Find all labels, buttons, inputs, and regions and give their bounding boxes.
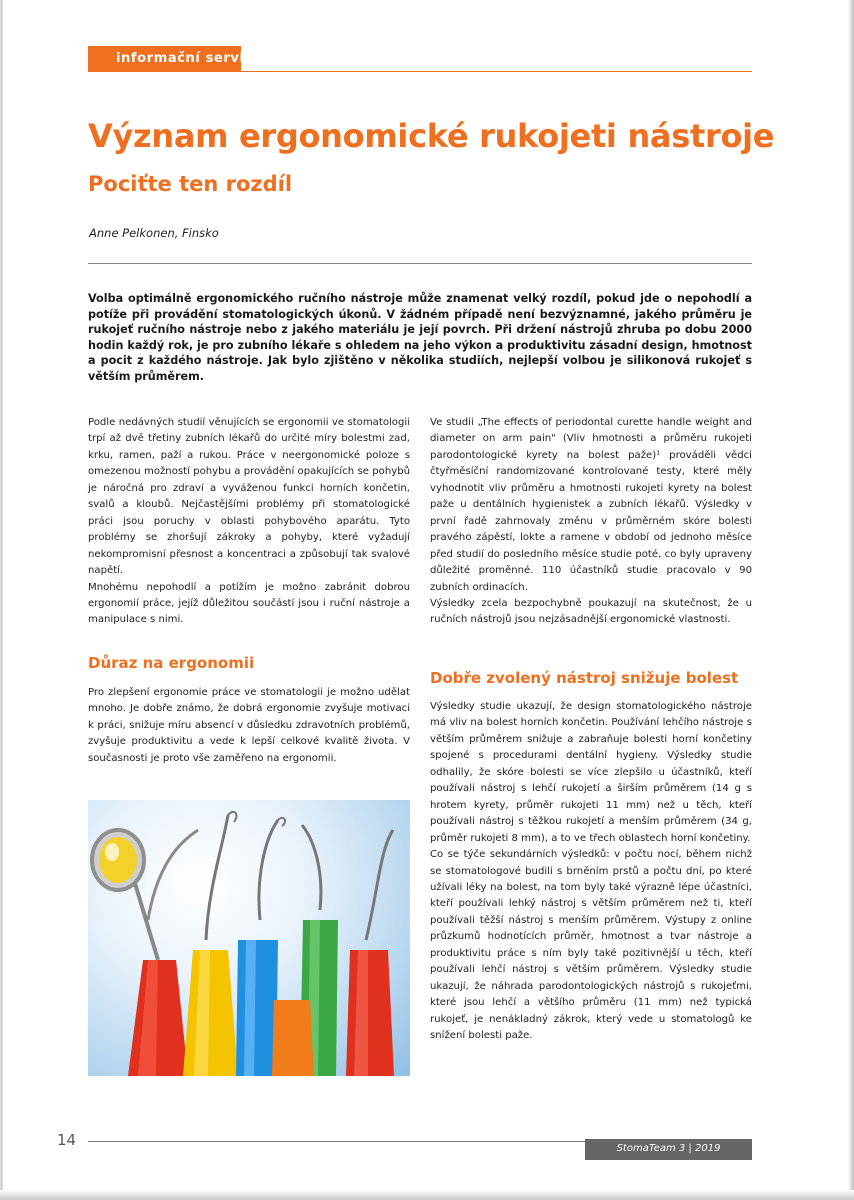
lead-paragraph: Volba optimálně ergonomického ručního nástroje může znamenat velký rozdíl, pokud jde o nepohodlí a potíže při provádění stomatologických úkonů. V žádném případě není bezvýznamné, jakého průměru je rukojeť ručního nástroje nebo z jakého materiálu je její povrch. Při držení nástrojů zhruba po dobu 2000 hodin každý rok, je pro zubního lékaře s ohledem na jeho výkon a produktivitu zásadní design, hmotnost a pocit z každého nástroje. Jak bylo zjištěno v několika studiích, nejlepší volbou je silikonová rukojeť s větším průměrem.	[88, 292, 752, 383]
body-paragraph: Co se týče sekundárních výsledků: v počtu nocí, během nichž se stomatologové budili s brněním prstů a počtu dní, po které užívali léky na bolest, na tom byly také výrazně lépe účastníci, kteří používali lehký nástroj s větším průměrem než ti, kteří používali těžší nástroj s menším průměrem. Výstupy z online průzkumů hodnotících průměr, hmotnost a tvar nástroje a produktivitu práce s ním byly také pozitivnější u těch, kteří používali lehčí nástroj s větším průměrem. Výsledky studie ukazují, že náhrada parodontologických nástrojů s rukojeťmi, které jsou lehčí a většího průměru (11 mm) než typická rukojeť, je nenákladný zákrok, který vede u stomatologů ke snížení bolesti paže.	[430, 849, 752, 1042]
body-paragraph: Ve studii „The effects of periodontal curette handle weight and diameter on arm pain" (Vliv hmotnosti a průměru rukojeti parodontologické kyrety na bolest paže)¹ prováděli vědci čtyřměsíční randomizované kontrolované testy, které měly vyhodnotit vliv průměru a hmotnosti rukojeti kyrety na bolest paže u dentálních hygienistek a zubních lékařů. Výsledky v první řadě zahrnovaly změnu v průměrném skóre bolesti pravého zápěstí, lokte a ramene v období od jednoho měsíce před studií do posledního měsíce studie poté, co byly upraveny důležité proměnné. 110 účastníků studie pracovalo v 90 zubních ordinacích.	[430, 417, 752, 593]
page-edge-left	[0, 0, 3, 1200]
footer-rule	[88, 1141, 585, 1142]
header-rule	[241, 71, 752, 72]
page-edge-right	[848, 0, 854, 1200]
page-number: 14	[57, 1131, 77, 1149]
body-paragraph: Výsledky zcela bezpochybně poukazují na skutečnost, že u ručních nástrojů jsou nejzásadnější ergonomické vlastnosti.	[430, 597, 752, 626]
body-paragraph: Výsledky studie ukazují, že design stomatologického nástroje má vliv na bolest horních končetin. Používání lehčího nástroje s větším průměrem snižuje a zabraňuje bolesti horní končetiny spojené s procedurami dentální hygieny. Výsledky studie odhalily, že skóre bolesti se více zlepšilo u účastníků, kteří používali nástroj s lehčí rukojetí a širším průměrem (14 g s hrotem kyrety, průměr rukojeti 11 mm) než u těch, kteří používali nástroj s těžkou rukojetí a menším průměrem (34 g, průměr rukojeti 8 mm), a to ve třech oblastech horní končetiny.	[430, 701, 752, 844]
body-paragraph: Pro zlepšení ergonomie práce ve stomatologii je možno udělat mnoho. Je dobře známo, že dobrá ergonomie zvyšuje motivaci k práci, snižuje míru absencí v důsledku zdravotních problémů, zvyšuje produktivitu a vede k lepší celkové kvalitě života. V současnosti je proto vše zaměřeno na ergonomii.	[88, 687, 410, 764]
section-label: informační servis	[116, 51, 253, 66]
left-column-intro	[88, 415, 410, 629]
article-title: Význam ergonomické rukojeti nástroje	[88, 117, 775, 155]
body-paragraph: Mnohému nepohodlí a potížím je možno zabránit dobrou ergonomií práce, jejíž důležitou součástí jsou i ruční nástroje a manipulace s nimi.	[88, 581, 410, 626]
article-subtitle: Pociťte ten rozdíl	[88, 172, 293, 196]
footer-magazine-label: StomaTeam 3 | 2019	[616, 1143, 721, 1154]
page-edge-bottom	[0, 1190, 854, 1200]
right-column-results	[430, 699, 752, 1045]
title-divider	[88, 263, 752, 264]
section-heading-pain: Dobře zvolený nástroj snižuje bolest	[430, 669, 739, 687]
right-column-study	[430, 415, 752, 629]
body-paragraph: Podle nedávných studií věnujících se ergonomii ve stomatologii trpí až dvě třetiny zubních lékařů do určité míry bolestmi zad, krku, ramen, paží a rukou. Práce v neergonomické poloze s omezenou možností pohybu a provádění opakujících se pohybů je náročná pro zdraví a vyváženou funkci horních končetin, svalů a kloubů. Nejčastějšími problémy při stomatologické práci jsou poruchy v oblasti pohybového aparátu. Tyto problémy se zhoršují zákroky a pohyby, které vyžadují nekompromisní přesnost a koncentraci a způsobují tak svalové napětí.	[88, 417, 410, 577]
section-heading-ergonomics: Důraz na ergonomii	[88, 654, 255, 672]
dental-instruments-photo	[88, 800, 410, 1076]
article-author: Anne Pelkonen, Finsko	[89, 226, 219, 240]
left-column-ergonomics	[88, 685, 410, 767]
